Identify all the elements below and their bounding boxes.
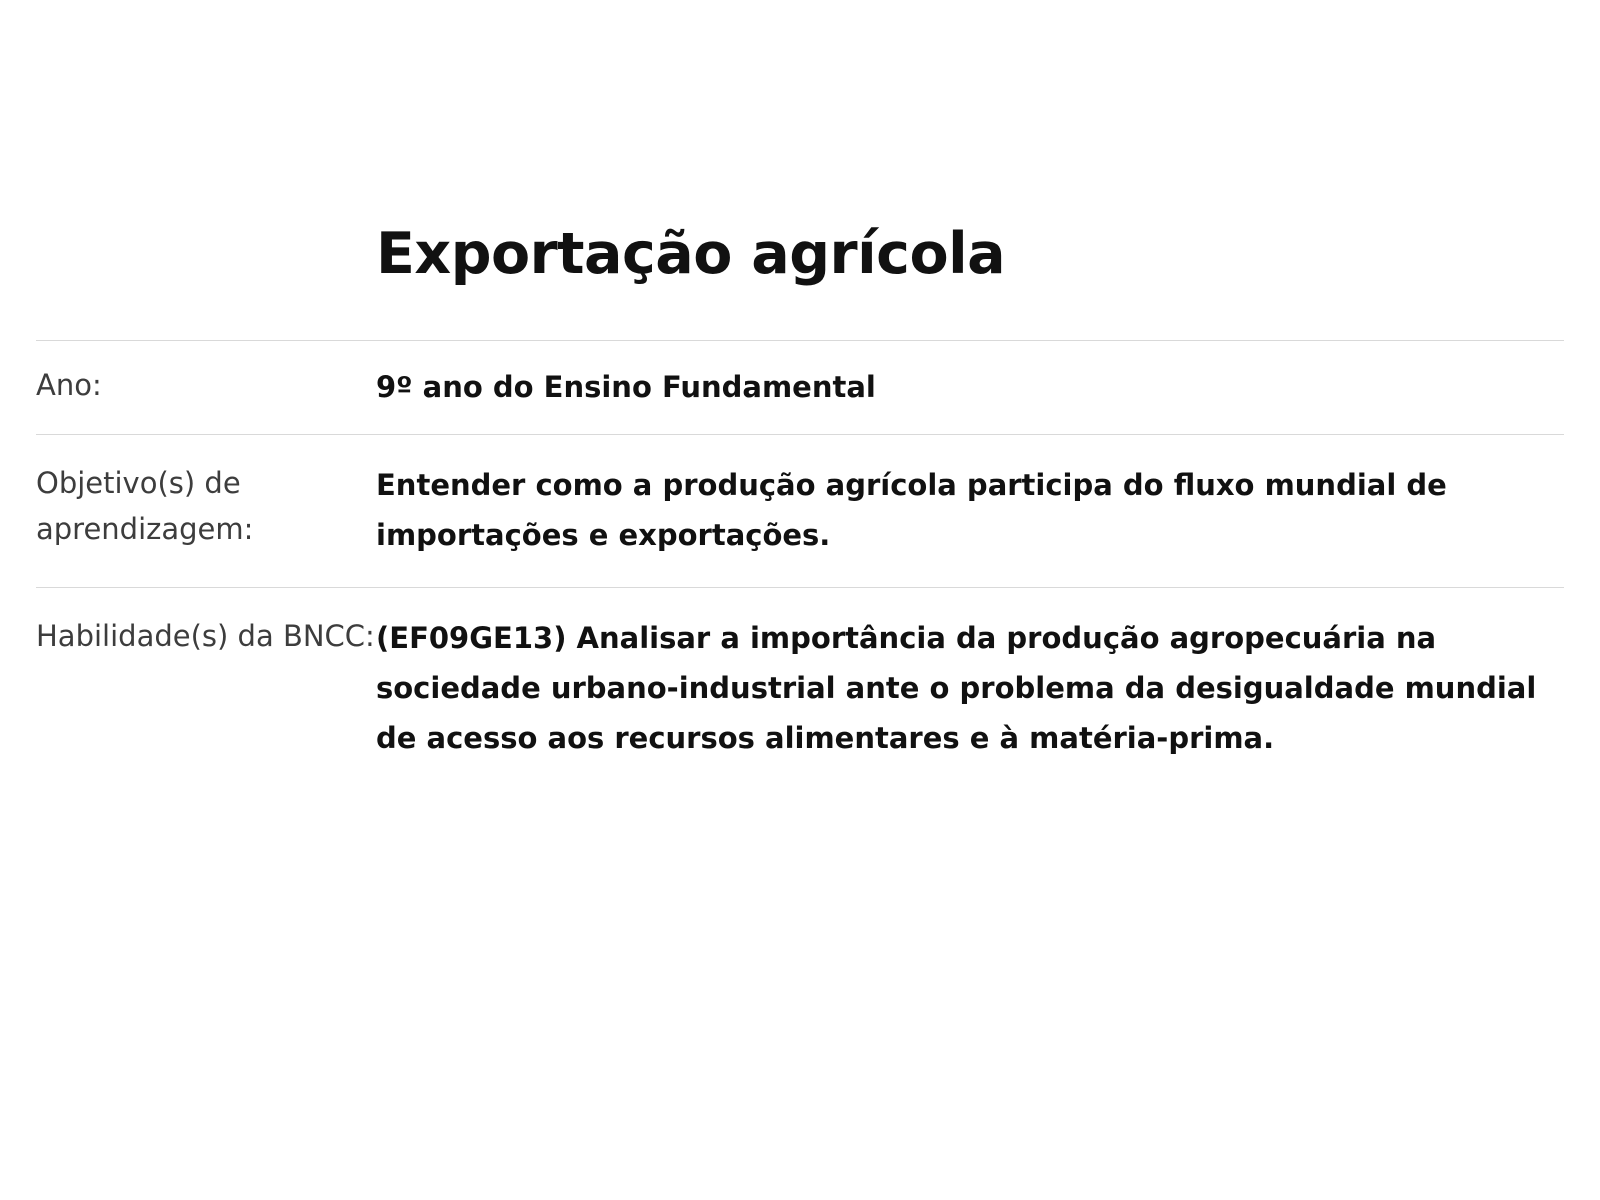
table-row xyxy=(36,435,1564,588)
table-row xyxy=(36,340,1564,435)
row-value-ano: 9º ano do Ensino Fundamental xyxy=(376,369,876,404)
row-label-objetivos: Objetivo(s) de aprendizagem: xyxy=(36,466,254,547)
page-bottom-space xyxy=(36,790,1564,1200)
page-title: Exportação agrícola xyxy=(376,221,1006,287)
row-label-ano: Ano: xyxy=(36,367,102,402)
table-row xyxy=(36,588,1564,790)
row-value-objetivos: Entender como a produção agrícola participa do fluxo mundial de importações e exportações. xyxy=(376,468,1447,553)
lesson-info-table xyxy=(36,340,1564,790)
row-label-habilidades-bncc: Habilidade(s) da BNCC: xyxy=(36,619,375,654)
row-value-habilidades-bncc: (EF09GE13) Analisar a importância da produção agropecuária na sociedade urbano-industrial ante o problema da desigualdade mundial de acesso aos recursos alimentares e à matéria-prima. xyxy=(376,621,1537,755)
